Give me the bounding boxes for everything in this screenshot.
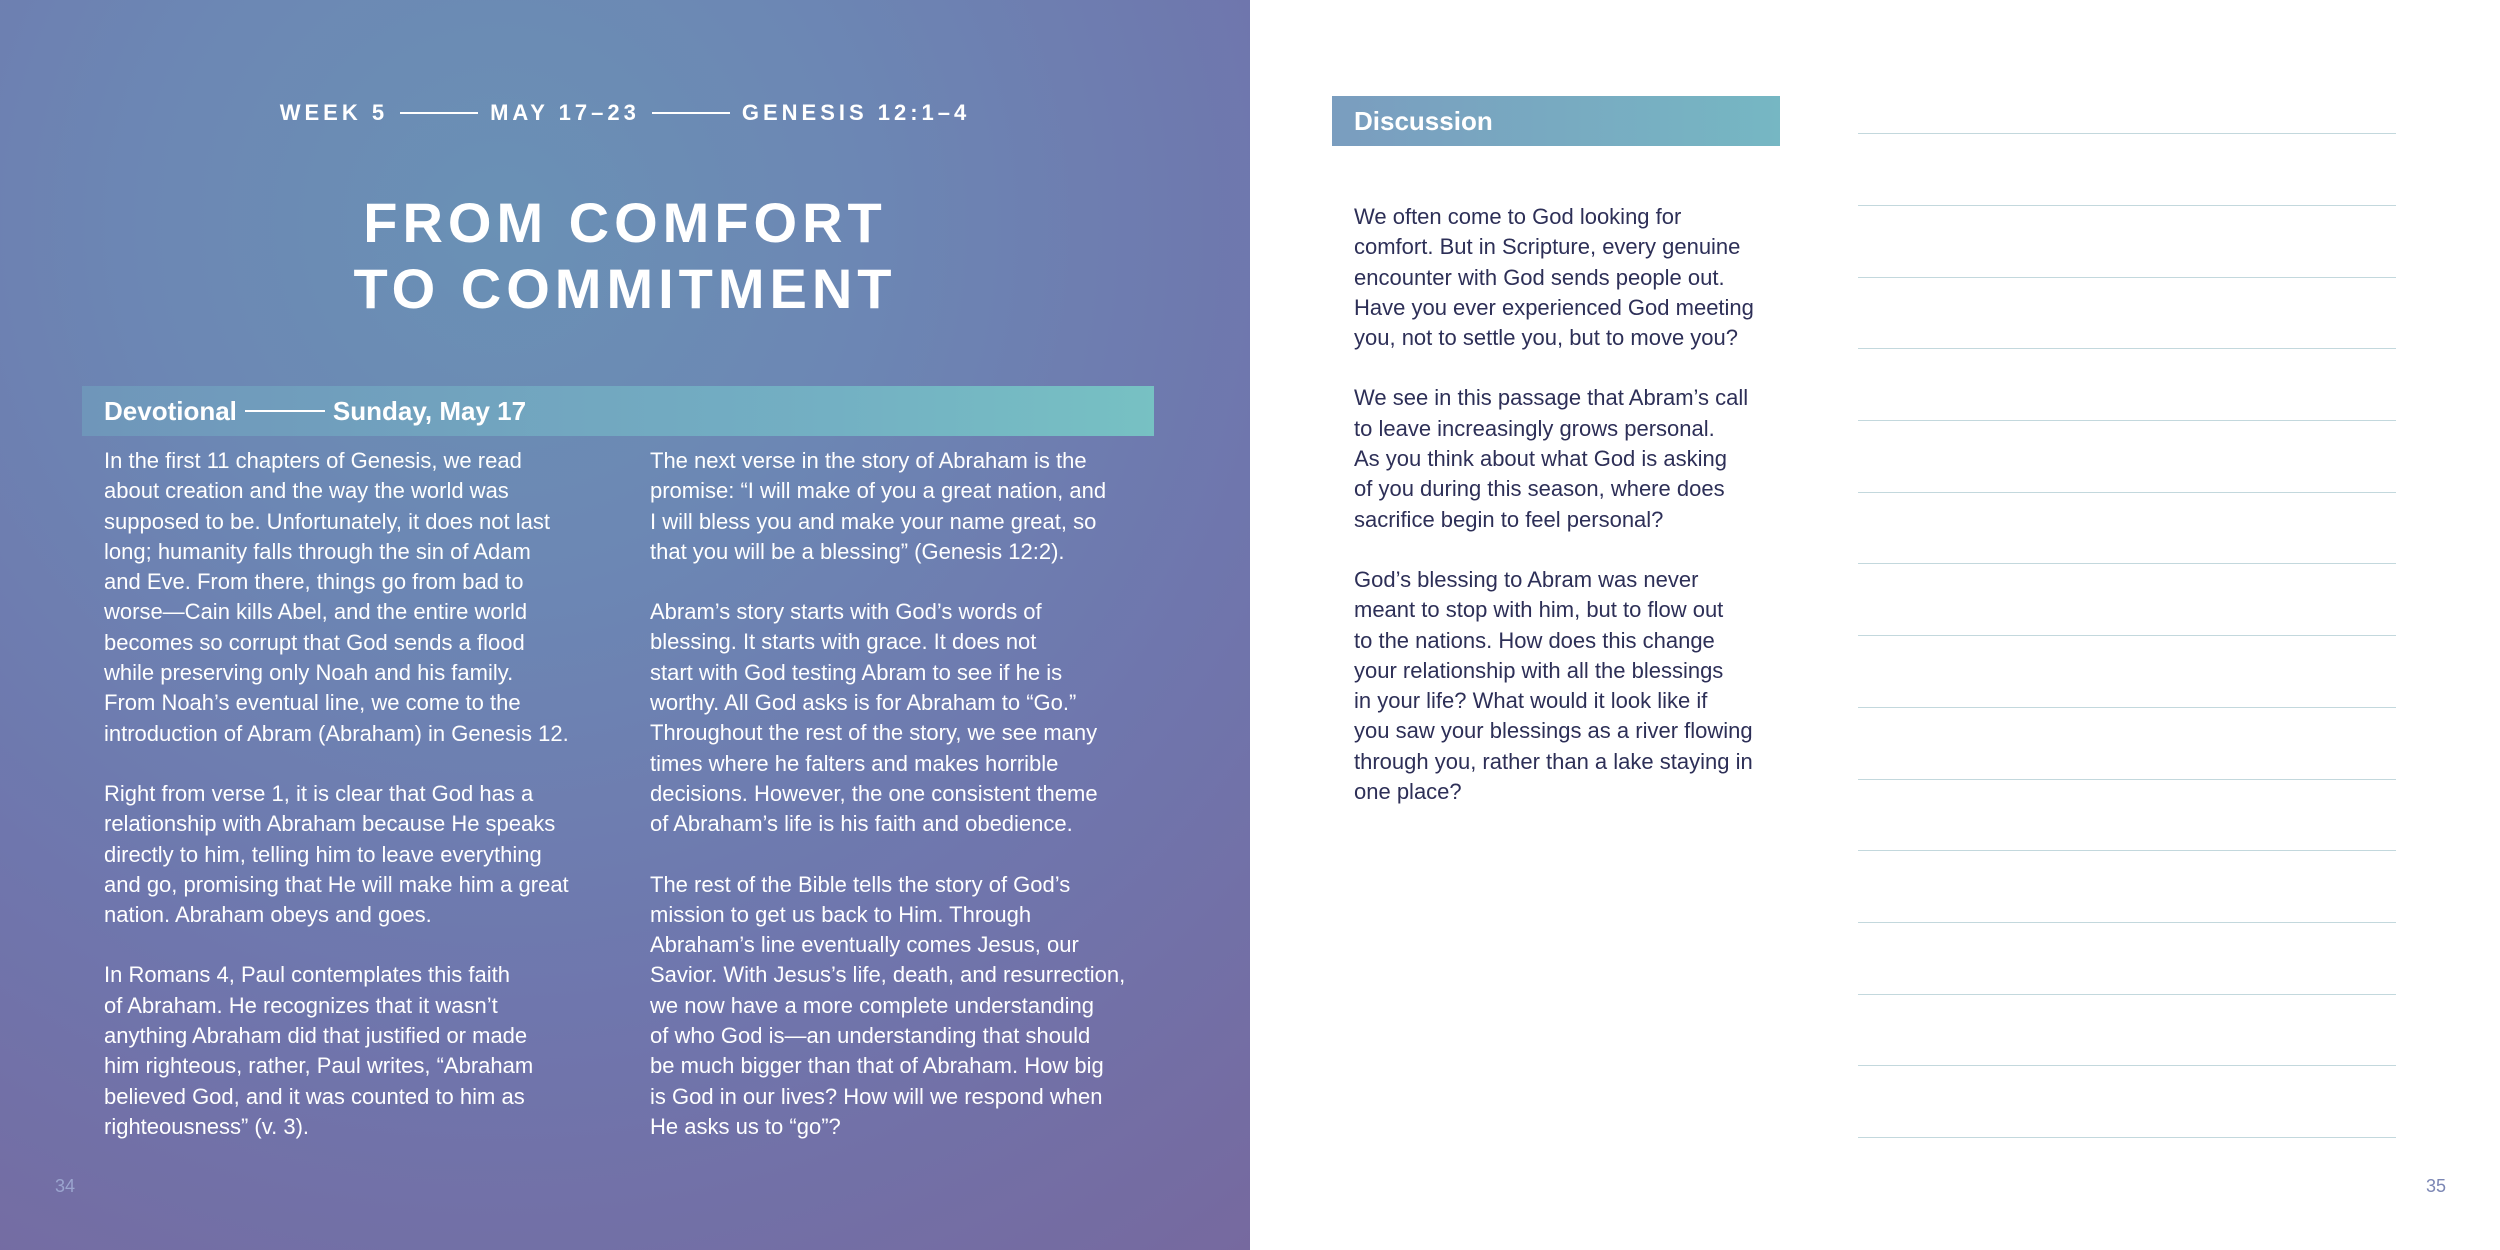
note-line <box>1858 779 2396 780</box>
discussion-questions <box>1354 202 1794 837</box>
note-line <box>1858 133 2396 134</box>
paragraph: Right from verse 1, it is clear that God has a relationship with Abraham because He speaks directly to him, telling him to leave everything and go, promising that He will make him a great nation. Abraham obeys and goes. <box>104 780 569 928</box>
note-lines <box>1858 0 2396 1250</box>
note-line <box>1858 205 2396 206</box>
note-line <box>1858 635 2396 636</box>
devotional-day: Sunday, May 17 <box>332 395 527 426</box>
header-divider <box>652 112 730 114</box>
note-line <box>1858 1065 2396 1066</box>
page-number-right: 35 <box>2425 1176 2446 1196</box>
paragraph: The next verse in the story of Abraham is the promise: “I will make of you a great nation, and I will bless you and make your name great, so that you will be a blessing” (Genesis 12:2). <box>650 448 1107 564</box>
title-line-2: TO COMMITMENT <box>353 257 897 320</box>
right-page <box>1250 0 2500 1250</box>
paragraph: In Romans 4, Paul contemplates this faith of Abraham. He recognizes that it wasn’t anything Abraham did that justified or made him righteous, rather, Paul writes, “Abraham believed God, and it was counted to him as righteousness” (v. 3). <box>104 962 534 1139</box>
page-title <box>0 190 1250 322</box>
devotional-divider <box>245 410 325 412</box>
note-line <box>1858 850 2396 851</box>
note-line <box>1858 922 2396 923</box>
paragraph: Abram’s story starts with God’s words of blessing. It starts with grace. It does not start with God testing Abram to see if he is worthy. All God asks is for Abraham to “Go.” Throughout the rest of the story, we see many times where he falters and makes horrible decisions. However, the one consistent theme of Abraham’s life is his faith and obedience. <box>650 599 1098 837</box>
week-dates: MAY 17–23 <box>490 100 640 125</box>
devotional-label: Devotional <box>104 395 237 426</box>
scripture-passage: GENESIS 12:1–4 <box>741 100 971 125</box>
discussion-question: We often come to God looking for comfort. But in Scripture, every genuine encounter with God sends people out. Have you ever experienced God meeting you, not to settle you, but to move you? <box>1354 204 1754 351</box>
discussion-heading-bar <box>1332 96 1780 146</box>
paragraph: In the first 11 chapters of Genesis, we read about creation and the way the world was supposed to be. Unfortunately, it does not last long; humanity falls through the sin of Adam and Eve. From there, things go from bad to worse—Cain kills Abel, and the entire world becomes so corrupt that God sends a flood while preserving only Noah and his family. From Noah’s eventual line, we come to the introduction of Abram (Abraham) in Genesis 12. <box>104 448 569 746</box>
page-number-left: 34 <box>55 1176 76 1196</box>
devotional-column-2 <box>650 446 1160 1172</box>
week-header <box>0 100 1250 126</box>
note-line <box>1858 994 2396 995</box>
discussion-question: We see in this passage that Abram’s call to leave increasingly grows personal. As you think about what God is asking of you during this season, where does sacrifice begin to feel personal? <box>1354 385 1749 532</box>
discussion-question: God’s blessing to Abram was never meant to stop with him, but to flow out to the nations. How does this change your relationship with all the blessings in your life? What would it look like if you saw your blessings as a river flowing through you, rather than a lake staying in one place? <box>1354 566 1753 805</box>
paragraph: The rest of the Bible tells the story of God’s mission to get us back to Him. Through Abraham’s line eventually comes Jesus, our Savior. With Jesus’s life, death, and resurrection, we now have a more complete understanding of who God is—an understanding that should be much bigger than that of Abraham. How big is God in our lives? How will we respond when He asks us to “go”? <box>650 871 1126 1139</box>
note-line <box>1858 563 2396 564</box>
devotional-heading-bar <box>82 386 1154 436</box>
note-line <box>1858 1137 2396 1138</box>
note-line <box>1858 492 2396 493</box>
week-label: WEEK 5 <box>279 100 389 125</box>
devotional-column-1 <box>104 446 614 1172</box>
header-divider <box>400 112 478 114</box>
discussion-label: Discussion <box>1354 105 1493 136</box>
title-line-1: FROM COMFORT <box>363 191 887 254</box>
note-line <box>1858 707 2396 708</box>
note-line <box>1858 277 2396 278</box>
note-line <box>1858 420 2396 421</box>
note-line <box>1858 348 2396 349</box>
